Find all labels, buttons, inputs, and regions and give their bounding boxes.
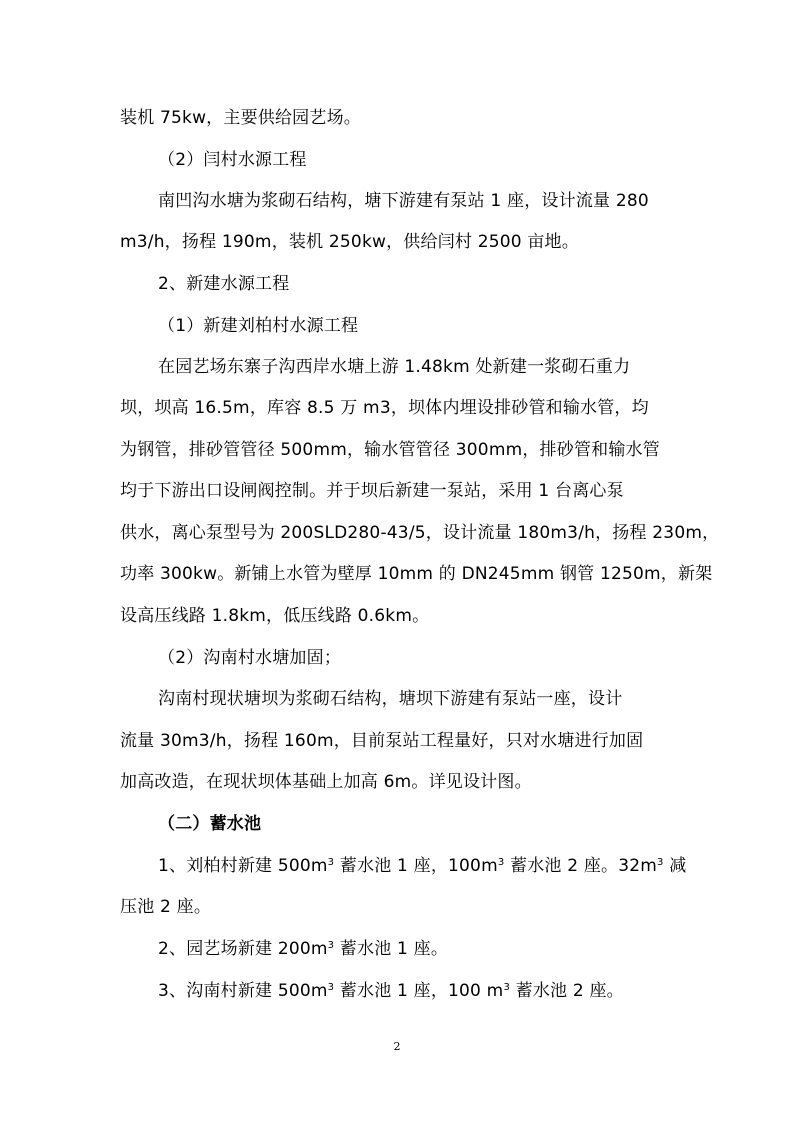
paragraph-line: 南凹沟水塘为浆砌石结构，塘下游建有泵站 1 座，设计流量 280 (158, 191, 649, 211)
line-text: 蓄水池 2 座。32m (504, 856, 658, 876)
paragraph-line: 坝，坝高 16.5m，库容 8.5 万 m3，坝体内埋设排砂管和输水管，均 (120, 398, 649, 418)
superscript: 3 (503, 982, 511, 993)
line-text: 蓄水池 1 座。 (334, 939, 449, 959)
superscript: 3 (497, 857, 505, 868)
paragraph-line: 压池 2 座。 (120, 897, 212, 917)
line-text: 1、刘柏村新建 500m (158, 856, 328, 876)
paragraph-line (158, 939, 448, 959)
line-text: 减 (663, 856, 687, 876)
paragraph-line: 沟南村现状塘坝为浆砌石结构，塘坝下游建有泵站一座，设计 (158, 689, 623, 709)
subsection-heading: （2）闫村水源工程 (158, 150, 307, 170)
paragraph-line: 为钢管，排砂管管径 500mm，输水管管径 300mm，排砂管和输水管 (120, 440, 660, 460)
subsection-heading: （2）沟南村水塘加固； (158, 648, 342, 668)
superscript: 3 (327, 982, 335, 993)
paragraph-line: 设高压线路 1.8km，低压线路 0.6km。 (120, 606, 430, 626)
superscript: 3 (327, 857, 335, 868)
subsection-heading: （1）新建刘柏村水源工程 (158, 316, 359, 336)
page-number: 2 (393, 1040, 401, 1053)
paragraph-line: 供水，离心泵型号为 200SLD280-43/5，设计流量 180m3/h，扬程 230m， (120, 523, 720, 543)
paragraph-line: 流量 30m3/h，扬程 160m，目前泵站工程量好，只对水塘进行加固 (120, 731, 644, 751)
line-text: 蓄水池 2 座。 (510, 981, 624, 1001)
paragraph-line: 装机 75kw，主要供给园艺场。 (120, 108, 361, 128)
paragraph-line: m3/h，扬程 190m，装机 250kw，供给闫村 2500 亩地。 (120, 232, 579, 252)
paragraph-line: 加高改造，在现状坝体基础上加高 6m。详见设计图。 (120, 772, 532, 792)
section-heading: （二）蓄水池 (158, 814, 262, 834)
paragraph-line (158, 856, 686, 876)
line-text: 蓄水池 1 座，100m (334, 856, 498, 876)
line-text: 3、沟南村新建 500m (158, 981, 328, 1001)
section-heading: 2、新建水源工程 (158, 274, 290, 294)
line-text: 蓄水池 1 座，100 m (334, 981, 504, 1001)
line-text: 2、园艺场新建 200m (158, 939, 328, 959)
paragraph-line: 均于下游出口设闸阀控制。并于坝后新建一泵站，采用 1 台离心泵 (120, 481, 624, 501)
superscript: 3 (657, 857, 664, 868)
paragraph-line (158, 981, 624, 1001)
paragraph-line: 功率 300kw。新铺上水管为壁厚 10mm 的 DN245mm 钢管 1250m，新架 (120, 564, 713, 584)
paragraph-line: 在园艺场东寨子沟西岸水塘上游 1.48km 处新建一浆砌石重力 (158, 357, 631, 377)
superscript: 3 (327, 940, 335, 951)
